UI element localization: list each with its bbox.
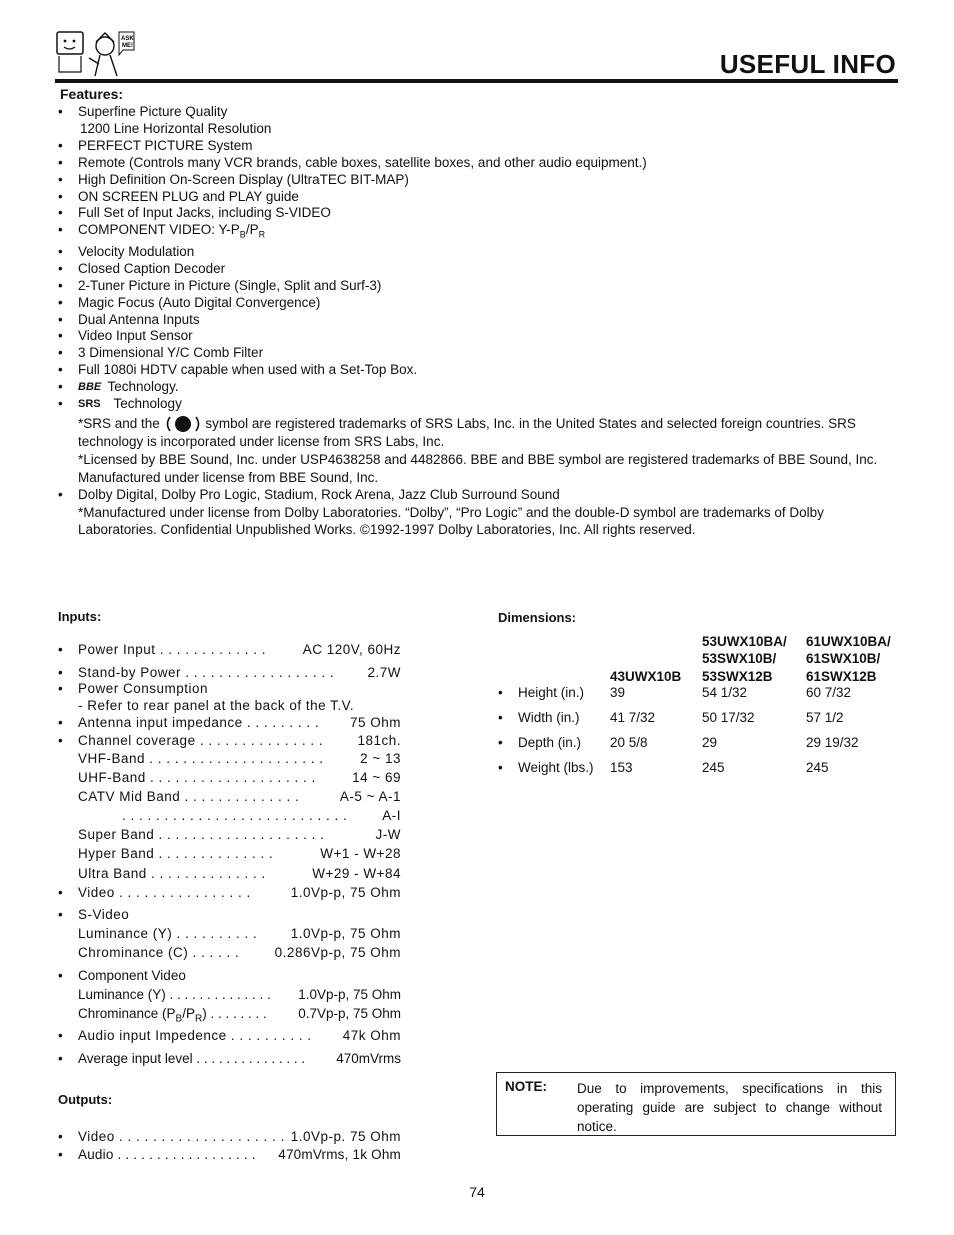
dimensions-cell: 29 19/32: [806, 735, 859, 750]
spec-label: Average input level . . . . . . . . . . . . . . .: [78, 1051, 306, 1066]
subscript: R: [258, 230, 266, 241]
spec-value: 1.0Vp-p, 75 Ohm: [290, 926, 401, 941]
channel-row: [58, 733, 401, 751]
feature-item: [58, 104, 903, 138]
hyper-band-row: [58, 846, 401, 864]
feature-text: COMPONENT VIDEO: Y-P: [78, 222, 240, 238]
dimensions-heading: Dimensions:: [498, 610, 577, 625]
feature-item: • High Definition On-Screen Display (UltraTEC BIT-MAP): [58, 172, 903, 189]
feature-item: • Remote (Controls many VCR brands, cable boxes, satellite boxes, and other audio equipment.): [58, 155, 903, 172]
feature-item: [58, 379, 903, 396]
feature-item: [58, 487, 903, 538]
dimensions-cell: 60 7/32: [806, 685, 852, 700]
spec-label: Audio . . . . . . . . . . . . . . . . . .: [78, 1147, 256, 1162]
spec-value: 2 ~ 13: [360, 751, 401, 766]
spec-label: Hyper Band . . . . . . . . . . . . . .: [78, 846, 274, 861]
feature-item: [58, 396, 903, 487]
dimensions-cell: 39: [610, 685, 626, 700]
srs-note-text: symbol are registered trademarks of SRS Labs, Inc. in the United States and selected foreign countries. SRS technology is incorporated under license from SRS Labs, Inc.: [78, 416, 856, 450]
spec-value: 47k Ohm: [342, 1028, 401, 1043]
bullet: •: [58, 665, 64, 680]
video-row: [58, 885, 401, 903]
bullet: •: [498, 710, 503, 725]
feature-subtext: 1200 Line Horizontal Resolution: [80, 120, 272, 136]
dimensions-cell: 29: [702, 735, 718, 750]
feature-item: • Magic Focus (Auto Digital Convergence): [58, 295, 903, 312]
bullet: •: [58, 715, 64, 730]
output-audio-row: [58, 1147, 401, 1165]
spec-value: W+1 - W+28: [320, 846, 401, 861]
dimensions-row-label: Height (in.): [518, 685, 585, 700]
spec-value: 0.7Vp-p, 75 Ohm: [298, 1006, 401, 1021]
spec-value: AC 120V, 60Hz: [302, 642, 401, 657]
spec-label: Luminance (Y) . . . . . . . . . . . . . .: [78, 987, 271, 1002]
spec-label: - Refer to rear panel at the back of the T.V.: [78, 698, 355, 713]
component-chrominance-row: [58, 1006, 401, 1024]
spec-label: Video . . . . . . . . . . . . . . . . . . . .: [78, 1129, 285, 1144]
dimensions-cell: 50 17/32: [702, 710, 755, 725]
feature-item: • Closed Caption Decoder: [58, 261, 903, 278]
spec-value: J-W: [375, 827, 401, 842]
dimensions-row-label: Depth (in.): [518, 735, 582, 750]
svg-text:ME!: ME!: [122, 43, 133, 49]
bullet: •: [58, 1147, 63, 1162]
dimensions-cell: 20 5/8: [610, 735, 648, 750]
dimensions-column-header: 61UWX10BA/ 61SWX10B/ 61SWX12B: [806, 633, 891, 684]
spec-label: VHF-Band . . . . . . . . . . . . . . . . . . . . .: [78, 751, 324, 766]
spec-label: UHF-Band . . . . . . . . . . . . . . . . . . . .: [78, 770, 316, 785]
feature-item: • Dual Antenna Inputs: [58, 312, 903, 329]
spec-value: 1.0Vp-p, 75 Ohm: [298, 987, 401, 1002]
feature-item: • ON SCREEN PLUG and PLAY guide: [58, 189, 903, 206]
feature-item: • Full 1080i HDTV capable when used with a Set-Top Box.: [58, 362, 903, 379]
spec-value: 181ch.: [357, 733, 401, 748]
feature-item: • 3 Dimensional Y/C Comb Filter: [58, 345, 903, 362]
bullet: •: [58, 1028, 64, 1043]
spec-label: Video . . . . . . . . . . . . . . . .: [78, 885, 251, 900]
spec-label: Chrominance $(P_B/P_R)$ . . . . . . . .: [78, 1006, 267, 1025]
svideo-luminance-row: [58, 926, 401, 944]
feature-text: Technology.: [107, 379, 179, 395]
spec-label: Audio input Impedence . . . . . . . . . .: [78, 1028, 312, 1043]
subscript: B: [239, 230, 246, 241]
spec-label: Power Input . . . . . . . . . . . . .: [78, 642, 267, 657]
audio-impedance-row: [58, 1028, 401, 1046]
power-consumption-row: [58, 681, 401, 699]
note-box: [496, 1072, 896, 1136]
dimensions-cell: 41 7/32: [610, 710, 656, 725]
svideo-chrominance-row: [58, 945, 401, 963]
spec-value: 470mVrms: [336, 1051, 401, 1066]
bullet: •: [58, 885, 64, 900]
srs-symbol-icon: [164, 415, 202, 433]
svideo-row: [58, 907, 401, 925]
power-input-row: [58, 642, 401, 660]
svg-text:ASK: ASK: [121, 36, 134, 42]
bullet: •: [58, 1051, 63, 1066]
power-consumption-note: [58, 698, 401, 716]
features-section: [58, 104, 903, 538]
super-band-row: [58, 827, 401, 845]
spec-label: . . . . . . . . . . . . . . . . . . . . . . . . . . .: [122, 808, 348, 823]
component-luminance-row: [58, 987, 401, 1005]
spec-value: 2.7W: [367, 665, 401, 680]
srs-note: [78, 415, 903, 451]
catv-row: [58, 789, 401, 807]
spec-label: CATV Mid Band . . . . . . . . . . . . . .: [78, 789, 300, 804]
spec-value: A-I: [382, 808, 401, 823]
bullet: •: [498, 735, 503, 750]
bullet: •: [498, 760, 503, 775]
bullet: •: [58, 968, 63, 983]
feature-item: • Full Set of Input Jacks, including S-VIDEO: [58, 205, 903, 222]
output-video-row: [58, 1129, 401, 1147]
spec-value: A-5 ~ A-1: [339, 789, 401, 804]
spec-label: Ultra Band . . . . . . . . . . . . . .: [78, 866, 266, 881]
component-row: [58, 968, 401, 986]
average-level-row: [58, 1051, 401, 1069]
ask-me-logo: [55, 28, 135, 78]
srs-logo: SRS: [78, 398, 101, 411]
bullet: •: [498, 685, 503, 700]
slash-text: /P: [245, 222, 259, 238]
vhf-row: [58, 751, 401, 769]
uhf-row: [58, 770, 401, 788]
spec-label: Power Consumption: [78, 681, 209, 696]
bullet: •: [58, 907, 64, 922]
header-rule: [55, 79, 898, 83]
spec-value: 1.0Vp-p, 75 Ohm: [290, 885, 401, 900]
dimensions-row-label: Width (in.): [518, 710, 580, 725]
features-heading: Features:: [60, 86, 124, 102]
spec-label: Stand-by Power . . . . . . . . . . . . . . . . . .: [78, 665, 335, 680]
page-number: 74: [469, 1184, 485, 1200]
dolby-note: *Manufactured under license from Dolby Laboratories. “Dolby”, “Pro Logic” and the double-D symbol are trademarks of Dolby Laboratories. Confidential Unpublished Works. ©1992-1997 Dolby Laboratories, Inc. All rights reserved.: [78, 505, 824, 538]
spec-label: Luminance (Y) . . . . . . . . . .: [78, 926, 258, 941]
feature-item: • PERFECT PICTURE System: [58, 138, 903, 155]
spec-value: 14 ~ 69: [352, 770, 401, 785]
spec-label: Super Band . . . . . . . . . . . . . . . . . . . .: [78, 827, 325, 842]
spec-label: Component Video: [78, 968, 186, 983]
bullet: •: [58, 681, 64, 696]
feature-item: • 2-Tuner Picture in Picture (Single, Split and Surf-3): [58, 278, 903, 295]
spec-value: W+29 - W+84: [312, 866, 401, 881]
ultra-band-row: [58, 866, 401, 884]
spec-label: Channel coverage . . . . . . . . . . . . . . .: [78, 733, 324, 748]
dimensions-cell: 153: [610, 760, 633, 775]
spec-value: 1.0Vp-p. 75 Ohm: [290, 1129, 401, 1144]
feature-item: • Velocity Modulation: [58, 244, 903, 261]
dimensions-row-label: Weight (lbs.): [518, 760, 594, 775]
bullet: •: [58, 642, 64, 657]
dimensions-cell: 245: [702, 760, 725, 775]
spec-value: 75 Ohm: [349, 715, 401, 730]
spec-label: Antenna input impedance . . . . . . . . .: [78, 715, 320, 730]
spec-label: Chrominance (C) . . . . . .: [78, 945, 240, 960]
bullet: •: [58, 1129, 64, 1144]
feature-text: Superfine Picture Quality: [78, 104, 228, 119]
spec-value: 0.286Vp-p, 75 Ohm: [274, 945, 401, 960]
inputs-heading: Inputs:: [58, 609, 102, 624]
dimensions-cell: 54 1/32: [702, 685, 748, 700]
dimensions-cell: 57 1/2: [806, 710, 844, 725]
feature-text: Dolby Digital, Dolby Pro Logic, Stadium, Rock Arena, Jazz Club Surround Sound: [78, 487, 560, 503]
bullet: •: [58, 733, 64, 748]
bbe-note: *Licensed by BBE Sound, Inc. under USP4638258 and 4482866. BBE and BBE symbol are registered trademarks of BBE Sound, Inc. Manufactured under license from BBE Sound, Inc.: [78, 452, 878, 486]
note-label: NOTE:: [505, 1079, 547, 1094]
note-text: Due to improvements, specifications in this operating guide are subject to change without notice.: [577, 1081, 882, 1134]
catv-row-2: [58, 808, 401, 826]
spec-value: 470mVrms, 1k Ohm: [278, 1147, 401, 1162]
srs-note-text: *SRS and the: [78, 416, 160, 432]
page-title: USEFUL INFO: [719, 49, 896, 79]
bbe-logo: BBE: [78, 381, 102, 394]
feature-item: [58, 222, 903, 244]
dimensions-column-header: 43UWX10B: [610, 668, 682, 684]
dimensions-column-header: 53UWX10BA/ 53SWX10B/ 53SWX12B: [702, 633, 787, 684]
antenna-row: [58, 715, 401, 733]
spec-label: S-Video: [78, 907, 130, 922]
feature-text: Technology: [113, 396, 182, 412]
outputs-heading: Outputs:: [58, 1092, 113, 1107]
dimensions-cell: 245: [806, 760, 829, 775]
feature-item: • Video Input Sensor: [58, 328, 903, 345]
